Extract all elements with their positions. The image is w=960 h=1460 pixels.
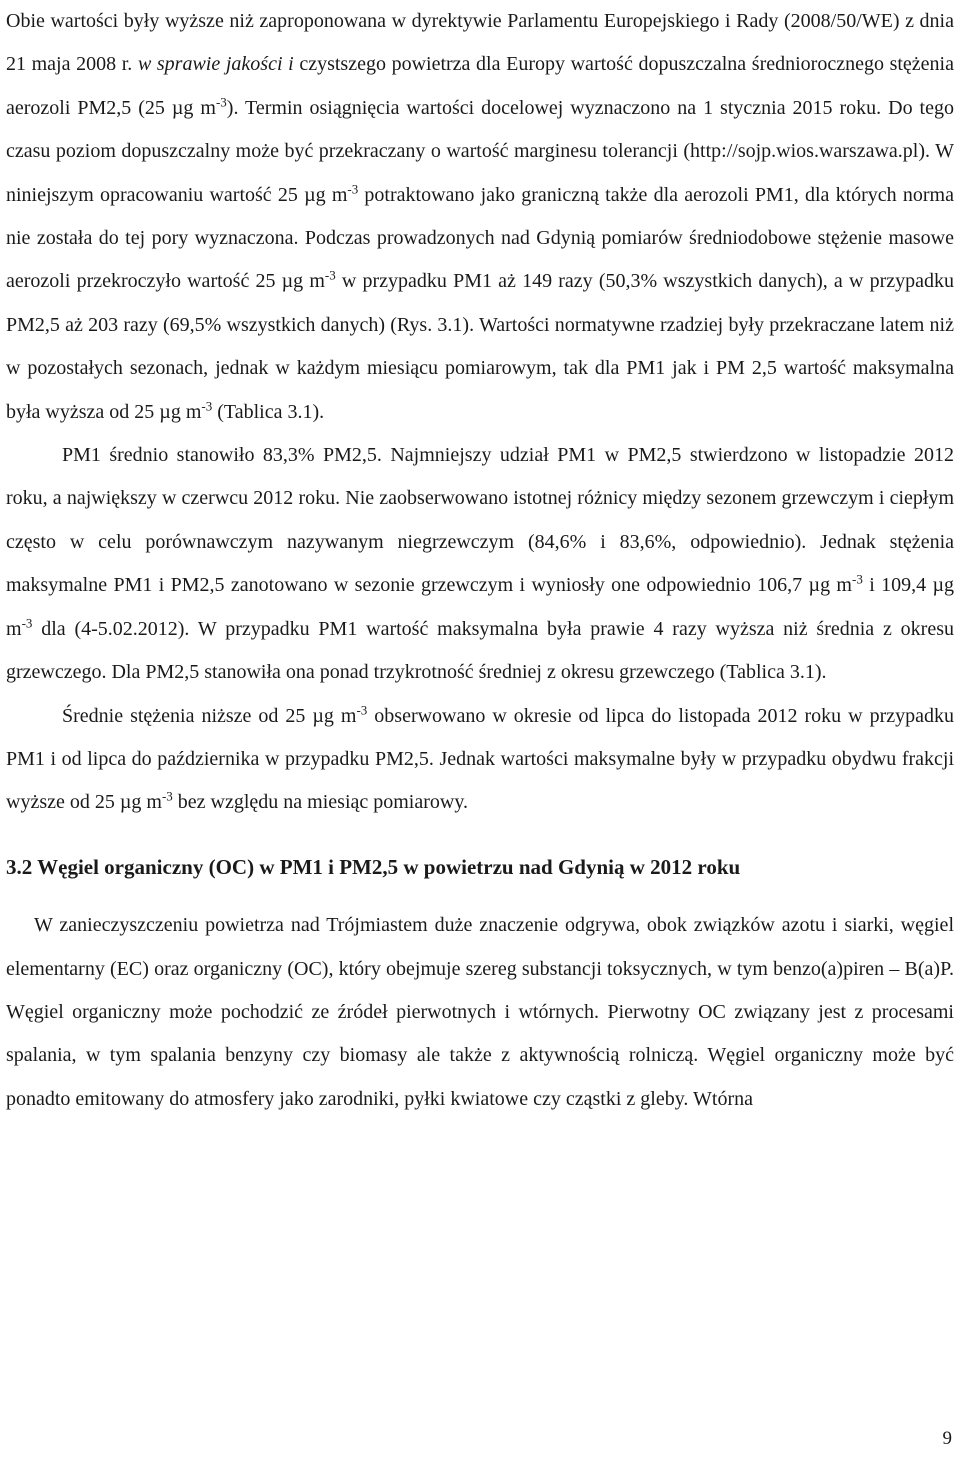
section-paragraph: W zanieczyszczeniu powietrza nad Trójmiastem duże znaczenie odgrywa, obok związków azotu i siarki, węgiel elementarny (EC) oraz organiczny (OC), który obejmuje szereg substancji toksycznych, w tym benzo(a)piren – B(a)P. Węgiel organiczny może pochodzić ze źródeł pierwotnych i wtórnych. Pierwotny OC związany jest z procesami spalania, w tym spalania benzyny czy biomasy ale także z aktywnością rolniczą. Węgiel organiczny może być ponadto emitowany do atmosfery jako zarodniki, pyłki kwiatowe czy cząstki z gleby. Wtórna — [6, 914, 954, 1110]
italic-phrase: w sprawie jakości i — [137, 53, 294, 76]
section-heading: 3.2 Węgiel organiczny (OC) w PM1 i PM2,5 w powietrzu nad Gdynią w 2012 roku — [6, 854, 741, 879]
superscript-exponent: -3 — [161, 788, 173, 804]
superscript-exponent: -3 — [324, 267, 336, 283]
superscript-exponent: -3 — [21, 615, 33, 631]
document-page — [6, 0, 954, 1121]
superscript-exponent: -3 — [201, 398, 213, 413]
paragraph-2: PM1 średnio stanowiło 83,3% PM2,5. Najmniejszy udział PM1 w PM2,5 stwierdzono w listopadzie 2012 roku, a największy w czerwcu 2012 roku. Nie zaobserwowano istotnej różnicy między sezonem grzewczym i ciepłym często w celu porównawczym nazywanym niegrzewczym (84,6% i 83,6%, odpowiednio). Jednak stężenia maksymalne PM1 i PM2,5 zanotowano w sezonie grzewczym i wyniosły one odpowiednio 106,7 µg $m^{-3}$ i 109,4 µg $m^{-3}$ dla (4-5.02.2012). W przypadku PM1 wartość maksymalna była prawie 4 razy wyższa niż średnia z okresu grzewczego. Dla PM2,5 stanowiła ona ponad trzykrotność średniej z okresu grzewczego (Tablica 3.1). — [6, 444, 954, 684]
paragraph-3: Średnie stężenia niższe od 25 µg $m^{-3}$ obserwowano w okresie od lipca do listopada 2012 roku w przypadku PM1 i od lipca do października w przypadku PM2,5. Jednak wartości maksymalne były w przypadku obydwu frakcji wyższe od 25 µg $m^{-3}$ bez względu na miesiąc pomiarowy. — [6, 701, 954, 814]
superscript-exponent: -3 — [347, 180, 359, 196]
superscript-exponent: -3 — [215, 94, 227, 110]
superscript-exponent: -3 — [851, 571, 863, 587]
superscript-exponent: -3 — [356, 701, 368, 717]
paragraph-1: Obie wartości były wyższe niż zaproponowana w dyrektywie Parlamentu Europejskiego i Rady (2008/50/WE) z dnia 21 maja 2008 r. w sprawie jakości i czystszego powietrza dla Europy wartość dopuszczalna średniorocznego stężenia aerozoli PM2,5 (25 µg $m^{-3}$). Termin osiągnięcia wartości docelowej wyznaczono na 1 stycznia 2015 roku. Do tego czasu poziom dopuszczalny może być przekraczany o wartość marginesu tolerancji (http://sojp.wios.warszawa.pl). W niniejszym opracowaniu wartość 25 µg $m^{-3}$ potraktowano jako graniczną także dla aerozoli PM1, dla których norma nie została do tej pory wyznaczona. Podczas prowadzonych nad Gdynią pomiarów średniodobowe stężenie masowe aerozoli przekroczyło wartość 25 µg $m^{-3}$ w przypadku PM1 aż 149 razy (50,3% wszystkich danych), a w przypadku PM2,5 aż 203 razy (69,5% wszystkich danych) (Rys. 3.1). Wartości normatywne rzadziej były przekraczane latem niż w pozostałych sezonach, jednak w każdym miesiącu pomiarowym, tak dla PM1 jak i PM 2,5 wartość maksymalna była wyższa od 25 µg $m^{-3}$ (Tablica 3.1). — [6, 10, 954, 423]
page-number: 9 — [942, 1428, 952, 1449]
